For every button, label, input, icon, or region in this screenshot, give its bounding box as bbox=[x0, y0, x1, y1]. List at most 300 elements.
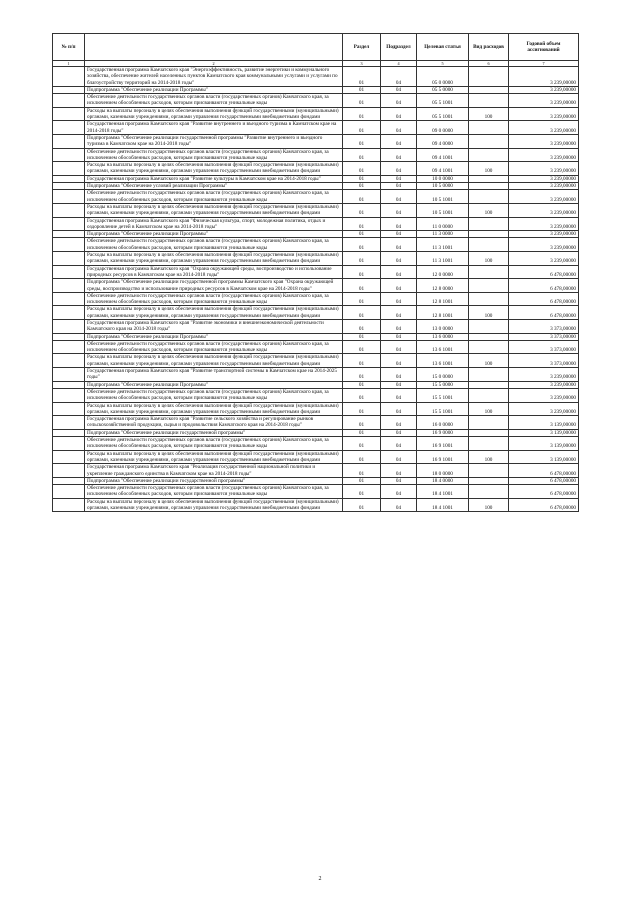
row-subsection-cell: 04 bbox=[381, 67, 417, 87]
table-row bbox=[53, 67, 579, 87]
row-target-cell: 05 5 1001 bbox=[417, 107, 469, 121]
header-subsection: Подраздел bbox=[381, 34, 417, 61]
row-target-cell: 13 6 1001 bbox=[417, 354, 469, 368]
row-expense-cell: 100 bbox=[469, 450, 509, 464]
row-section-cell: 01 bbox=[343, 121, 381, 135]
row-number-cell bbox=[53, 86, 85, 93]
row-number-cell bbox=[53, 429, 85, 436]
row-section-cell: 01 bbox=[343, 238, 381, 252]
table-row bbox=[53, 333, 579, 340]
row-name-cell: Государственная программа Камчатского края "Развитие экономики и внешнеэкономической деятельности Камчатского края на 2014-2018 годы" bbox=[85, 319, 343, 333]
row-subsection-cell: 04 bbox=[381, 252, 417, 266]
row-subsection-cell: 04 bbox=[381, 429, 417, 436]
row-target-cell: 12 0 0000 bbox=[417, 265, 469, 279]
row-target-cell: 18 4 0000 bbox=[417, 477, 469, 484]
row-amount-cell: 6 478,00000 bbox=[509, 292, 579, 306]
row-section-cell: 01 bbox=[343, 231, 381, 238]
table-row bbox=[53, 183, 579, 190]
row-subsection-cell: 04 bbox=[381, 134, 417, 148]
table-row bbox=[53, 292, 579, 306]
table-row bbox=[53, 429, 579, 436]
row-target-cell: 12 8 1001 bbox=[417, 306, 469, 320]
header-num: № п/п bbox=[53, 34, 85, 61]
row-section-cell: 01 bbox=[343, 67, 381, 87]
table-row bbox=[53, 252, 579, 266]
row-amount-cell: 3 239,00000 bbox=[509, 231, 579, 238]
row-amount-cell: 6 478,00000 bbox=[509, 498, 579, 512]
row-expense-cell bbox=[469, 238, 509, 252]
table-row bbox=[53, 148, 579, 162]
row-section-cell: 01 bbox=[343, 190, 381, 204]
row-section-cell: 01 bbox=[343, 306, 381, 320]
row-name-cell: Подпрограмма "Обеспечение реализации государственной программы Камчатского края "Охрана окружающей среды, воспроизводство и использование природных ресурсов в Камчатском крае на 2014-2018 годы" bbox=[85, 279, 343, 293]
row-expense-cell bbox=[469, 121, 509, 135]
row-expense-cell bbox=[469, 477, 509, 484]
row-number-cell bbox=[53, 340, 85, 354]
row-number-cell bbox=[53, 148, 85, 162]
column-number: 4 bbox=[381, 61, 417, 67]
row-section-cell: 01 bbox=[343, 388, 381, 402]
row-subsection-cell: 04 bbox=[381, 279, 417, 293]
row-name-cell: Государственная программа Камчатского края "Развитие культуры в Камчатском крае на 2014-2018 годы" bbox=[85, 175, 343, 182]
table-row bbox=[53, 203, 579, 217]
row-target-cell: 12 8 1001 bbox=[417, 292, 469, 306]
table-row bbox=[53, 279, 579, 293]
row-amount-cell: 3 239,00000 bbox=[509, 175, 579, 182]
row-target-cell: 18 4 1001 bbox=[417, 498, 469, 512]
row-number-cell bbox=[53, 464, 85, 478]
row-section-cell: 01 bbox=[343, 450, 381, 464]
row-subsection-cell: 04 bbox=[381, 450, 417, 464]
table-row bbox=[53, 485, 579, 499]
row-target-cell: 15 5 1001 bbox=[417, 388, 469, 402]
row-section-cell: 01 bbox=[343, 464, 381, 478]
row-amount-cell: 3 239,00000 bbox=[509, 94, 579, 108]
header-section: Раздел bbox=[343, 34, 381, 61]
row-subsection-cell: 04 bbox=[381, 306, 417, 320]
row-expense-cell: 100 bbox=[469, 306, 509, 320]
row-number-cell bbox=[53, 190, 85, 204]
row-subsection-cell: 04 bbox=[381, 148, 417, 162]
row-target-cell: 11 3 1001 bbox=[417, 252, 469, 266]
row-name-cell: Расходы на выплаты персоналу в целях обеспечения выполнения функций государственными (муниципальными) органами, казенными учреждениями, органами управления государственными внебюджетными фондами bbox=[85, 203, 343, 217]
row-target-cell: 16 9 0000 bbox=[417, 429, 469, 436]
row-section-cell: 01 bbox=[343, 368, 381, 382]
table-row bbox=[53, 265, 579, 279]
row-amount-cell: 3 239,00000 bbox=[509, 368, 579, 382]
row-name-cell: Подпрограмма "Обеспечение реализации государственной программы" bbox=[85, 477, 343, 484]
row-target-cell: 09 4 1001 bbox=[417, 148, 469, 162]
row-number-cell bbox=[53, 121, 85, 135]
row-section-cell: 01 bbox=[343, 148, 381, 162]
row-subsection-cell: 04 bbox=[381, 485, 417, 499]
row-target-cell: 13 0 0000 bbox=[417, 319, 469, 333]
row-target-cell: 10 0 0000 bbox=[417, 175, 469, 182]
row-subsection-cell: 04 bbox=[381, 464, 417, 478]
row-section-cell: 01 bbox=[343, 252, 381, 266]
row-section-cell: 01 bbox=[343, 402, 381, 416]
table-row bbox=[53, 306, 579, 320]
row-number-cell bbox=[53, 319, 85, 333]
row-target-cell: 05 0 0000 bbox=[417, 67, 469, 87]
row-amount-cell: 3 239,00000 bbox=[509, 107, 579, 121]
row-number-cell bbox=[53, 203, 85, 217]
row-section-cell: 01 bbox=[343, 381, 381, 388]
row-name-cell: Обеспечение деятельности государственных органов власти (государственных органов) Камчатского края, за исключением обособленных расходов, которым присваиваются уникальные коды bbox=[85, 94, 343, 108]
page-number: 2 bbox=[318, 876, 322, 882]
row-expense-cell bbox=[469, 279, 509, 293]
row-subsection-cell: 04 bbox=[381, 231, 417, 238]
row-target-cell: 05 5 0000 bbox=[417, 86, 469, 93]
row-subsection-cell: 04 bbox=[381, 498, 417, 512]
table-row bbox=[53, 162, 579, 176]
row-number-cell bbox=[53, 381, 85, 388]
row-number-cell bbox=[53, 333, 85, 340]
table-row bbox=[53, 217, 579, 231]
row-section-cell: 01 bbox=[343, 107, 381, 121]
row-name-cell: Расходы на выплаты персоналу в целях обеспечения выполнения функций государственными (муниципальными) органами, казенными учреждениями, органами управления государственными внебюджетными фондами bbox=[85, 306, 343, 320]
row-target-cell: 10 5 0000 bbox=[417, 183, 469, 190]
row-expense-cell bbox=[469, 388, 509, 402]
row-section-cell: 01 bbox=[343, 354, 381, 368]
appropriations-table bbox=[52, 33, 579, 512]
table-row bbox=[53, 368, 579, 382]
row-expense-cell bbox=[469, 319, 509, 333]
row-amount-cell: 3 239,00000 bbox=[509, 402, 579, 416]
table-row bbox=[53, 190, 579, 204]
row-amount-cell: 3 239,00000 bbox=[509, 148, 579, 162]
table-row bbox=[53, 416, 579, 430]
header-target: Целевая статья bbox=[417, 34, 469, 61]
row-number-cell bbox=[53, 231, 85, 238]
table-row bbox=[53, 121, 579, 135]
row-expense-cell bbox=[469, 416, 509, 430]
row-subsection-cell: 04 bbox=[381, 292, 417, 306]
row-name-cell: Расходы на выплаты персоналу в целях обеспечения выполнения функций государственными (муниципальными) органами, казенными учреждениями, органами управления государственными внебюджетными фондами bbox=[85, 107, 343, 121]
row-amount-cell: 3 139,00000 bbox=[509, 429, 579, 436]
row-name-cell: Расходы на выплаты персоналу в целях обеспечения выполнения функций государственными (муниципальными) органами, казенными учреждениями, органами управления государственными внебюджетными фондами bbox=[85, 498, 343, 512]
table-row bbox=[53, 437, 579, 451]
row-target-cell: 16 0 0000 bbox=[417, 416, 469, 430]
row-expense-cell: 100 bbox=[469, 162, 509, 176]
table-row bbox=[53, 340, 579, 354]
row-name-cell: Обеспечение деятельности государственных органов власти (государственных органов) Камчатского края, за исключением обособленных расходов, которым присваиваются уникальные коды bbox=[85, 292, 343, 306]
row-target-cell: 16 9 1001 bbox=[417, 437, 469, 451]
table-row bbox=[53, 107, 579, 121]
row-section-cell: 01 bbox=[343, 333, 381, 340]
row-amount-cell: 3 139,00000 bbox=[509, 416, 579, 430]
row-amount-cell: 3 373,00000 bbox=[509, 354, 579, 368]
row-name-cell: Государственная программа Камчатского края "Физическая культура, спорт, молодежная политика, отдых и оздоровление детей в Камчатском крае на 2014-2018 годы" bbox=[85, 217, 343, 231]
table-body bbox=[53, 67, 579, 512]
row-subsection-cell: 04 bbox=[381, 437, 417, 451]
row-expense-cell bbox=[469, 381, 509, 388]
row-amount-cell: 3 239,00000 bbox=[509, 217, 579, 231]
row-name-cell: Обеспечение деятельности государственных органов власти (государственных органов) Камчатского края, за исключением обособленных расходов, которым присваиваются уникальные коды bbox=[85, 340, 343, 354]
row-number-cell bbox=[53, 477, 85, 484]
row-name-cell: Подпрограмма "Обеспечение реализации Программы" bbox=[85, 231, 343, 238]
row-section-cell: 01 bbox=[343, 86, 381, 93]
row-number-cell bbox=[53, 306, 85, 320]
row-amount-cell: 3 239,00000 bbox=[509, 134, 579, 148]
row-name-cell: Расходы на выплаты персоналу в целях обеспечения выполнения функций государственными (муниципальными) органами, казенными учреждениями, органами управления государственными внебюджетными фондами bbox=[85, 354, 343, 368]
column-number: 6 bbox=[469, 61, 509, 67]
row-amount-cell: 6 478,00000 bbox=[509, 265, 579, 279]
row-target-cell: 10 5 1001 bbox=[417, 190, 469, 204]
row-number-cell bbox=[53, 485, 85, 499]
row-number-cell bbox=[53, 183, 85, 190]
row-expense-cell bbox=[469, 437, 509, 451]
row-subsection-cell: 04 bbox=[381, 477, 417, 484]
row-target-cell: 15 5 0000 bbox=[417, 381, 469, 388]
row-number-cell bbox=[53, 368, 85, 382]
row-expense-cell bbox=[469, 265, 509, 279]
row-number-cell bbox=[53, 416, 85, 430]
row-section-cell: 01 bbox=[343, 183, 381, 190]
row-target-cell: 09 4 0000 bbox=[417, 134, 469, 148]
row-expense-cell bbox=[469, 429, 509, 436]
row-number-cell bbox=[53, 94, 85, 108]
row-number-cell bbox=[53, 252, 85, 266]
row-amount-cell: 6 478,00000 bbox=[509, 464, 579, 478]
row-subsection-cell: 04 bbox=[381, 217, 417, 231]
row-subsection-cell: 04 bbox=[381, 107, 417, 121]
row-subsection-cell: 04 bbox=[381, 333, 417, 340]
row-target-cell: 16 9 1001 bbox=[417, 450, 469, 464]
row-section-cell: 01 bbox=[343, 265, 381, 279]
row-number-cell bbox=[53, 498, 85, 512]
row-amount-cell: 3 239,00000 bbox=[509, 388, 579, 402]
column-number: 3 bbox=[343, 61, 381, 67]
row-amount-cell: 3 373,00000 bbox=[509, 333, 579, 340]
row-subsection-cell: 04 bbox=[381, 319, 417, 333]
row-expense-cell bbox=[469, 148, 509, 162]
row-number-cell bbox=[53, 388, 85, 402]
row-name-cell: Расходы на выплаты персоналу в целях обеспечения выполнения функций государственными (муниципальными) органами, казенными учреждениями, органами управления государственными внебюджетными фондами bbox=[85, 162, 343, 176]
column-number: 7 bbox=[509, 61, 579, 67]
row-expense-cell: 100 bbox=[469, 203, 509, 217]
row-name-cell: Обеспечение деятельности государственных органов власти (государственных органов) Камчатского края, за исключением обособленных расходов, которым присваиваются уникальные коды bbox=[85, 388, 343, 402]
row-expense-cell bbox=[469, 67, 509, 87]
row-name-cell: Государственная программа Камчатского края "Развитие транспортной системы в Камчатском крае на 2014-2025 годы" bbox=[85, 368, 343, 382]
row-section-cell: 01 bbox=[343, 429, 381, 436]
row-amount-cell: 3 139,00000 bbox=[509, 450, 579, 464]
row-number-cell bbox=[53, 450, 85, 464]
row-expense-cell: 100 bbox=[469, 252, 509, 266]
table-row bbox=[53, 464, 579, 478]
row-name-cell: Подпрограмма "Обеспечение реализации Программы" bbox=[85, 86, 343, 93]
row-number-cell bbox=[53, 238, 85, 252]
row-expense-cell bbox=[469, 333, 509, 340]
row-name-cell: Расходы на выплаты персоналу в целях обеспечения выполнения функций государственными (муниципальными) органами, казенными учреждениями, органами управления государственными внебюджетными фондами bbox=[85, 402, 343, 416]
row-expense-cell bbox=[469, 190, 509, 204]
row-target-cell: 18 4 1001 bbox=[417, 485, 469, 499]
row-expense-cell bbox=[469, 94, 509, 108]
row-section-cell: 01 bbox=[343, 498, 381, 512]
row-section-cell: 01 bbox=[343, 485, 381, 499]
row-target-cell: 11 0 0000 bbox=[417, 217, 469, 231]
row-name-cell: Обеспечение деятельности государственных органов власти (государственных органов) Камчатского края, за исключением обособленных расходов, которым присваиваются уникальные коды bbox=[85, 485, 343, 499]
row-subsection-cell: 04 bbox=[381, 190, 417, 204]
row-expense-cell bbox=[469, 217, 509, 231]
row-amount-cell: 3 239,00000 bbox=[509, 381, 579, 388]
row-amount-cell: 3 239,00000 bbox=[509, 203, 579, 217]
row-subsection-cell: 04 bbox=[381, 162, 417, 176]
row-name-cell: Обеспечение деятельности государственных органов власти (государственных органов) Камчатского края, за исключением обособленных расходов, которым присваиваются уникальные коды bbox=[85, 148, 343, 162]
row-name-cell: Государственная программа Камчатского края "Энергоэффективность, развитие энергетики и коммунального хозяйства, обеспечение жителей населенных пунктов Камчатского края коммунальными услугами и услугами по благоустройству территорий на 2014-2018 годы" bbox=[85, 67, 343, 87]
row-name-cell: Подпрограмма "Обеспечение реализации государственной программы" bbox=[85, 429, 343, 436]
row-expense-cell: 100 bbox=[469, 107, 509, 121]
row-target-cell: 10 5 1001 bbox=[417, 203, 469, 217]
table-row bbox=[53, 477, 579, 484]
row-subsection-cell: 04 bbox=[381, 381, 417, 388]
row-amount-cell: 3 239,00000 bbox=[509, 252, 579, 266]
row-name-cell: Обеспечение деятельности государственных органов власти (государственных органов) Камчатского края, за исключением обособленных расходов, которым присваиваются уникальные коды bbox=[85, 437, 343, 451]
row-expense-cell: 100 bbox=[469, 354, 509, 368]
row-target-cell: 13 6 1001 bbox=[417, 340, 469, 354]
row-subsection-cell: 04 bbox=[381, 388, 417, 402]
row-number-cell bbox=[53, 265, 85, 279]
row-amount-cell: 3 239,00000 bbox=[509, 86, 579, 93]
row-target-cell: 09 0 0000 bbox=[417, 121, 469, 135]
row-section-cell: 01 bbox=[343, 437, 381, 451]
row-amount-cell: 3 239,00000 bbox=[509, 183, 579, 190]
row-name-cell: Обеспечение деятельности государственных органов власти (государственных органов) Камчатского края, за исключением обособленных расходов, которым присваиваются уникальные коды bbox=[85, 190, 343, 204]
header-name bbox=[85, 34, 343, 61]
row-name-cell: Расходы на выплаты персоналу в целях обеспечения выполнения функций государственными (муниципальными) органами, казенными учреждениями, органами управления государственными внебюджетными фондами bbox=[85, 450, 343, 464]
row-target-cell: 09 4 1001 bbox=[417, 162, 469, 176]
row-section-cell: 01 bbox=[343, 340, 381, 354]
row-amount-cell: 6 478,00000 bbox=[509, 279, 579, 293]
table-row bbox=[53, 134, 579, 148]
row-subsection-cell: 04 bbox=[381, 238, 417, 252]
row-target-cell: 15 5 1001 bbox=[417, 402, 469, 416]
row-subsection-cell: 04 bbox=[381, 86, 417, 93]
row-subsection-cell: 04 bbox=[381, 175, 417, 182]
table-row bbox=[53, 498, 579, 512]
row-amount-cell: 6 478,00000 bbox=[509, 485, 579, 499]
row-subsection-cell: 04 bbox=[381, 265, 417, 279]
row-number-cell bbox=[53, 437, 85, 451]
row-number-cell bbox=[53, 67, 85, 87]
row-expense-cell bbox=[469, 183, 509, 190]
row-subsection-cell: 04 bbox=[381, 354, 417, 368]
row-name-cell: Подпрограмма "Обеспечение условий реализации Программы" bbox=[85, 183, 343, 190]
row-name-cell: Государственная программа Камчатского края "Развитие сельского хозяйства и регулирование рынков сельскохозяйственной продукции, сырья и продовольствия Камчатского края на 2014-2018 годы" bbox=[85, 416, 343, 430]
row-section-cell: 01 bbox=[343, 279, 381, 293]
row-amount-cell: 3 373,00000 bbox=[509, 340, 579, 354]
row-amount-cell: 3 139,00000 bbox=[509, 437, 579, 451]
row-target-cell: 11 3 1001 bbox=[417, 238, 469, 252]
row-section-cell: 01 bbox=[343, 477, 381, 484]
row-section-cell: 01 bbox=[343, 203, 381, 217]
row-number-cell bbox=[53, 402, 85, 416]
row-subsection-cell: 04 bbox=[381, 368, 417, 382]
row-name-cell: Подпрограмма "Обеспечение реализации государственной программы "Развитие внутреннего и въездного туризма в Камчатском крае на 2014-2018 годы" bbox=[85, 134, 343, 148]
row-target-cell: 18 0 0000 bbox=[417, 464, 469, 478]
row-expense-cell bbox=[469, 340, 509, 354]
table-row bbox=[53, 381, 579, 388]
row-amount-cell: 3 239,00000 bbox=[509, 238, 579, 252]
row-amount-cell: 3 239,00000 bbox=[509, 67, 579, 87]
row-name-cell: Расходы на выплаты персоналу в целях обеспечения выполнения функций государственными (муниципальными) органами, казенными учреждениями, органами управления государственными внебюджетными фондами bbox=[85, 252, 343, 266]
row-target-cell: 12 8 0000 bbox=[417, 279, 469, 293]
row-target-cell: 15 0 0000 bbox=[417, 368, 469, 382]
row-name-cell: Государственная программа Камчатского края "Охрана окружающей среды, воспроизводство и использование природных ресурсов в Камчатском крае на 2014-2018 годы" bbox=[85, 265, 343, 279]
table-row bbox=[53, 402, 579, 416]
row-number-cell bbox=[53, 175, 85, 182]
row-amount-cell: 3 373,00000 bbox=[509, 319, 579, 333]
column-number: 2 bbox=[85, 61, 343, 67]
table-row bbox=[53, 86, 579, 93]
row-section-cell: 01 bbox=[343, 94, 381, 108]
row-target-cell: 11 3 0000 bbox=[417, 231, 469, 238]
row-expense-cell bbox=[469, 231, 509, 238]
row-section-cell: 01 bbox=[343, 319, 381, 333]
row-expense-cell bbox=[469, 485, 509, 499]
row-subsection-cell: 04 bbox=[381, 340, 417, 354]
row-amount-cell: 3 239,00000 bbox=[509, 121, 579, 135]
table-row bbox=[53, 231, 579, 238]
row-name-cell: Государственная программа Камчатского края "Развитие внутреннего и въездного туризма в Камчатском крае на 2014-2018 годы" bbox=[85, 121, 343, 135]
row-section-cell: 01 bbox=[343, 217, 381, 231]
column-number: 1 bbox=[53, 61, 85, 67]
row-expense-cell bbox=[469, 86, 509, 93]
row-section-cell: 01 bbox=[343, 134, 381, 148]
row-section-cell: 01 bbox=[343, 162, 381, 176]
row-number-cell bbox=[53, 134, 85, 148]
row-section-cell: 01 bbox=[343, 175, 381, 182]
row-name-cell: Государственная программа Камчатского края "Реализация государственной национальной политики и укрепление гражданского единства в Камчатском крае на 2014-2018 годы" bbox=[85, 464, 343, 478]
row-amount-cell: 6 478,00000 bbox=[509, 306, 579, 320]
table-row bbox=[53, 94, 579, 108]
row-amount-cell: 3 239,00000 bbox=[509, 190, 579, 204]
row-expense-cell bbox=[469, 292, 509, 306]
row-expense-cell bbox=[469, 464, 509, 478]
row-number-cell bbox=[53, 292, 85, 306]
header-amount: Годовой объем ассигнований bbox=[509, 34, 579, 61]
row-expense-cell: 100 bbox=[469, 498, 509, 512]
header-row bbox=[53, 34, 579, 61]
row-target-cell: 05 5 1001 bbox=[417, 94, 469, 108]
row-number-cell bbox=[53, 162, 85, 176]
row-expense-cell bbox=[469, 368, 509, 382]
header-expense: Вид расходов bbox=[469, 34, 509, 61]
row-target-cell: 13 6 0000 bbox=[417, 333, 469, 340]
row-name-cell: Обеспечение деятельности государственных органов власти (государственных органов) Камчатского края, за исключением обособленных расходов, которым присваиваются уникальные коды bbox=[85, 238, 343, 252]
row-number-cell bbox=[53, 107, 85, 121]
row-subsection-cell: 04 bbox=[381, 94, 417, 108]
table-row bbox=[53, 354, 579, 368]
table-row bbox=[53, 238, 579, 252]
row-number-cell bbox=[53, 217, 85, 231]
row-expense-cell: 100 bbox=[469, 402, 509, 416]
row-subsection-cell: 04 bbox=[381, 203, 417, 217]
table-row bbox=[53, 388, 579, 402]
row-section-cell: 01 bbox=[343, 292, 381, 306]
row-number-cell bbox=[53, 354, 85, 368]
row-expense-cell bbox=[469, 175, 509, 182]
row-subsection-cell: 04 bbox=[381, 183, 417, 190]
row-amount-cell: 6 478,00000 bbox=[509, 477, 579, 484]
row-number-cell bbox=[53, 279, 85, 293]
column-number: 5 bbox=[417, 61, 469, 67]
row-subsection-cell: 04 bbox=[381, 402, 417, 416]
row-section-cell: 01 bbox=[343, 416, 381, 430]
row-expense-cell bbox=[469, 134, 509, 148]
table-row bbox=[53, 319, 579, 333]
row-name-cell: Подпрограмма "Обеспечение реализации Программы" bbox=[85, 381, 343, 388]
